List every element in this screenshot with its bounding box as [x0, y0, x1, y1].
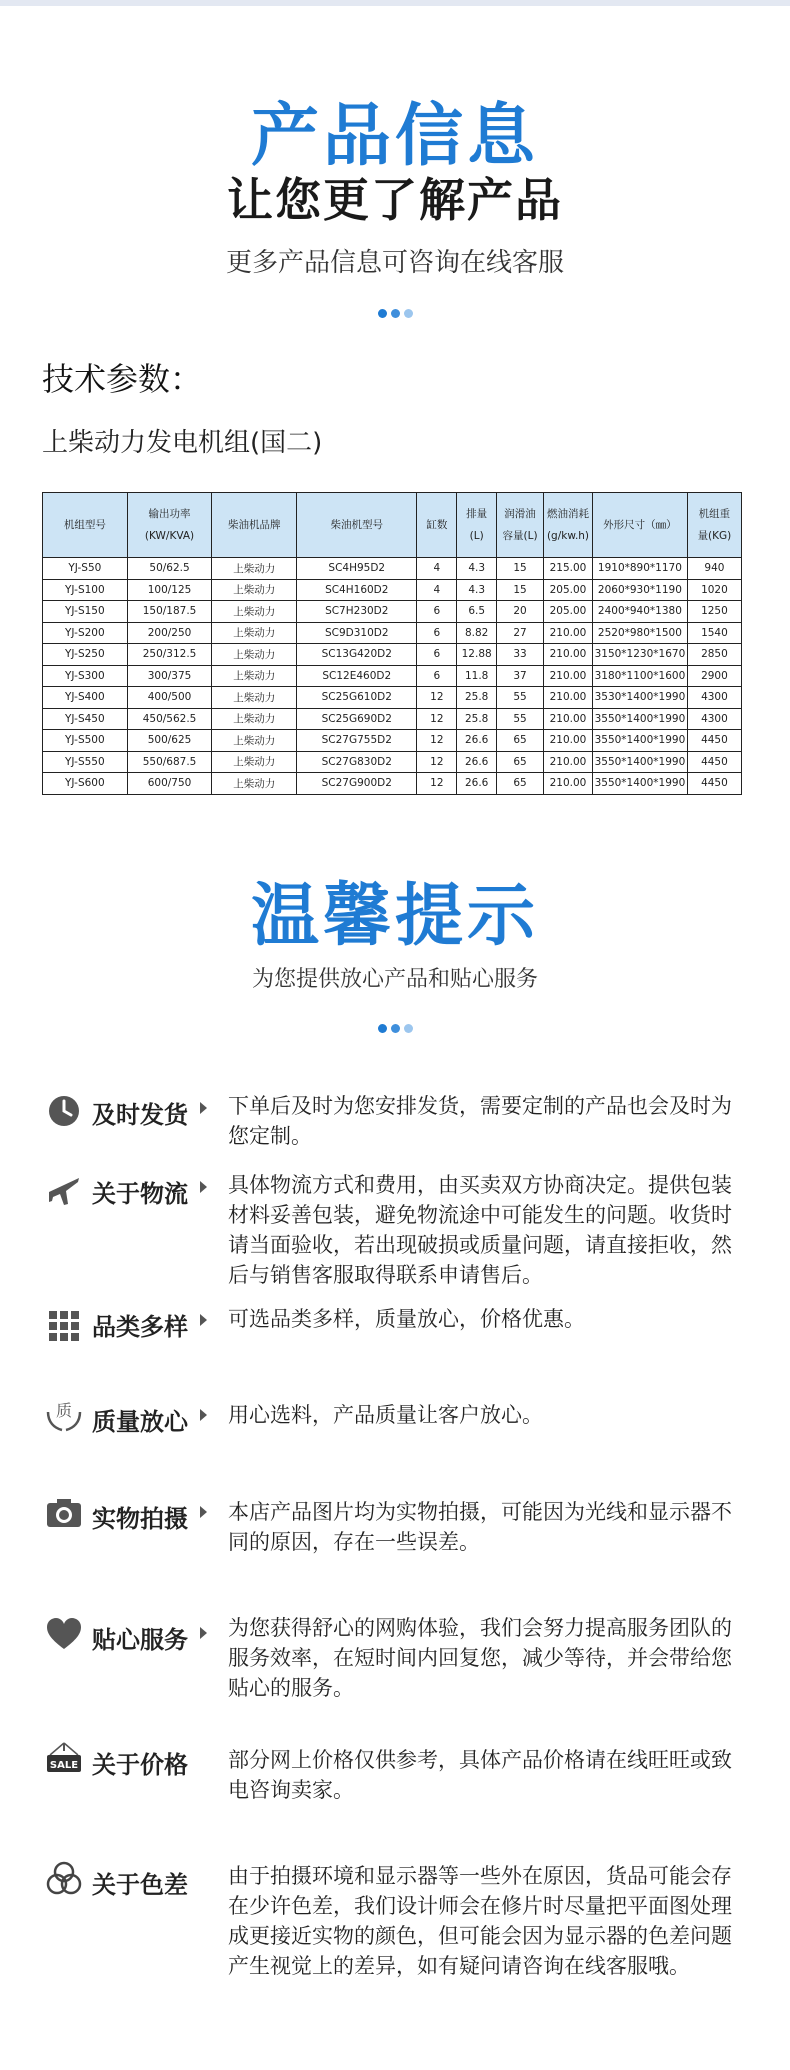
spec-table-body	[43, 558, 742, 795]
quality-hands-icon	[44, 1394, 84, 1434]
column-header: 润滑油 容量(L)	[497, 493, 544, 558]
table-cell: 6	[417, 644, 457, 666]
table-cell: 上柴动力	[212, 622, 297, 644]
tip-label: 关于色差	[92, 1871, 188, 1899]
table-cell: YJ-S550	[43, 751, 128, 773]
table-cell: 26.6	[457, 773, 497, 795]
tips-title: 温馨提示	[250, 877, 539, 956]
table-cell: 上柴动力	[212, 687, 297, 709]
table-cell: 400/500	[127, 687, 212, 709]
table-cell: 3180*1100*1600	[592, 665, 687, 687]
table-row	[43, 665, 742, 687]
table-cell: 2850	[687, 644, 741, 666]
table-cell: 12	[417, 751, 457, 773]
table-cell: 33	[497, 644, 544, 666]
table-cell: 15	[497, 579, 544, 601]
table-cell: 2400*940*1380	[592, 601, 687, 623]
table-cell: 210.00	[544, 751, 593, 773]
table-cell: 300/375	[127, 665, 212, 687]
table-cell: 3530*1400*1990	[592, 687, 687, 709]
table-cell: 210.00	[544, 665, 593, 687]
tip-text: 由于拍摄环境和显示器等一些外在原因，货品可能会存在少许色差，我们设计师会在修片时尽量把平面图处理成更接近实物的颜色，但可能会因为显示器的色差问题产生视觉上的差异，如有疑问请咨询在线客服哦。	[228, 1864, 732, 1978]
table-cell: 210.00	[544, 687, 593, 709]
column-header: 机组型号	[43, 493, 128, 558]
table-cell: 2900	[687, 665, 741, 687]
tip-label: 质量放心	[92, 1408, 188, 1436]
sale-tag-icon	[44, 1739, 84, 1779]
tip-label: 品类多样	[92, 1313, 188, 1341]
column-header: 排量 (L)	[457, 493, 497, 558]
tip-text: 用心选料，产品质量让客户放心。	[228, 1403, 543, 1427]
column-header: 柴油机品牌	[212, 493, 297, 558]
tip-label: 贴心服务	[92, 1626, 188, 1654]
section-divider-dots	[0, 309, 790, 318]
table-row	[43, 558, 742, 580]
spec-table-caption: 上柴动力发电机组(国二)	[42, 428, 323, 458]
table-cell: 上柴动力	[212, 708, 297, 730]
table-row	[43, 687, 742, 709]
camera-icon	[44, 1493, 84, 1533]
table-cell: 11.8	[457, 665, 497, 687]
top-strip	[0, 0, 790, 6]
table-cell: 上柴动力	[212, 579, 297, 601]
table-cell: 200/250	[127, 622, 212, 644]
table-row	[43, 708, 742, 730]
table-cell: SC13G420D2	[297, 644, 417, 666]
table-cell: 1540	[687, 622, 741, 644]
table-row	[43, 751, 742, 773]
table-cell: SC25G690D2	[297, 708, 417, 730]
spec-table	[42, 492, 742, 795]
table-row	[43, 730, 742, 752]
product-info-title: 产品信息	[250, 97, 539, 176]
table-cell: 8.82	[457, 622, 497, 644]
table-cell: SC9D310D2	[297, 622, 417, 644]
chevron-right-icon	[200, 1506, 207, 1518]
tip-label: 关于物流	[92, 1180, 188, 1208]
table-cell: 26.6	[457, 730, 497, 752]
svg-text:SALE: SALE	[49, 1760, 79, 1771]
table-cell: 4.3	[457, 579, 497, 601]
table-cell: 205.00	[544, 601, 593, 623]
table-cell: 上柴动力	[212, 644, 297, 666]
chevron-right-icon	[200, 1409, 207, 1421]
table-cell: 上柴动力	[212, 730, 297, 752]
tips-description: 为您提供放心产品和贴心服务	[251, 967, 538, 992]
table-cell: 100/125	[127, 579, 212, 601]
table-cell: 50/62.5	[127, 558, 212, 580]
clock-icon	[44, 1091, 84, 1131]
table-cell: 上柴动力	[212, 773, 297, 795]
column-header: 缸数	[417, 493, 457, 558]
table-cell: 205.00	[544, 579, 593, 601]
product-info-description: 更多产品信息可咨询在线客服	[225, 248, 564, 278]
table-cell: 250/312.5	[127, 644, 212, 666]
table-cell: 26.6	[457, 751, 497, 773]
table-row	[43, 644, 742, 666]
table-cell: YJ-S400	[43, 687, 128, 709]
table-cell: 6	[417, 601, 457, 623]
table-cell: 65	[497, 751, 544, 773]
table-cell: 4450	[687, 730, 741, 752]
table-cell: 12	[417, 730, 457, 752]
table-cell: 215.00	[544, 558, 593, 580]
table-cell: SC4H160D2	[297, 579, 417, 601]
table-cell: 55	[497, 687, 544, 709]
table-cell: 940	[687, 558, 741, 580]
table-cell: 3550*1400*1990	[592, 730, 687, 752]
table-cell: 12	[417, 687, 457, 709]
tip-text: 具体物流方式和费用，由买卖双方协商决定。提供包装材料妥善包装，避免物流途中可能发生的问题。收货时请当面验收，若出现破损或质量问题，请直接拒收，然后与销售客服取得联系申请售后。	[228, 1173, 732, 1287]
tech-params-heading: 技术参数：	[42, 360, 203, 398]
tip-text: 部分网上价格仅供参考，具体产品价格请在线旺旺或致电咨询卖家。	[228, 1748, 732, 1802]
table-cell: 210.00	[544, 622, 593, 644]
table-cell: 25.8	[457, 708, 497, 730]
table-cell: 12	[417, 708, 457, 730]
tip-text: 可选品类多样，质量放心，价格优惠。	[228, 1307, 585, 1331]
grid-icon	[44, 1305, 84, 1345]
table-cell: SC7H230D2	[297, 601, 417, 623]
airplane-icon	[44, 1170, 84, 1210]
table-row	[43, 601, 742, 623]
table-cell: 550/687.5	[127, 751, 212, 773]
table-cell: 4300	[687, 708, 741, 730]
table-cell: 15	[497, 558, 544, 580]
table-cell: SC4H95D2	[297, 558, 417, 580]
table-cell: YJ-S300	[43, 665, 128, 687]
table-cell: 4	[417, 558, 457, 580]
table-cell: 6	[417, 665, 457, 687]
table-cell: SC12E460D2	[297, 665, 417, 687]
table-cell: 210.00	[544, 730, 593, 752]
table-cell: 65	[497, 730, 544, 752]
column-header: 燃油消耗 (g/kw.h)	[544, 493, 593, 558]
table-row	[43, 622, 742, 644]
table-cell: 65	[497, 773, 544, 795]
table-cell: SC27G900D2	[297, 773, 417, 795]
product-info-subtitle: 让您更了解产品	[227, 173, 563, 227]
table-cell: 4450	[687, 773, 741, 795]
table-cell: 1910*890*1170	[592, 558, 687, 580]
table-cell: 12.88	[457, 644, 497, 666]
table-cell: 1020	[687, 579, 741, 601]
table-cell: 37	[497, 665, 544, 687]
table-cell: 6.5	[457, 601, 497, 623]
table-cell: 450/562.5	[127, 708, 212, 730]
table-row	[43, 773, 742, 795]
table-cell: 27	[497, 622, 544, 644]
table-cell: 12	[417, 773, 457, 795]
column-header: 输出功率 (KW/KVA)	[127, 493, 212, 558]
tip-text: 本店产品图片均为实物拍摄，可能因为光线和显示器不同的原因，存在一些误差。	[228, 1500, 732, 1554]
table-cell: YJ-S600	[43, 773, 128, 795]
table-cell: 210.00	[544, 773, 593, 795]
table-cell: 600/750	[127, 773, 212, 795]
table-cell: 上柴动力	[212, 665, 297, 687]
table-cell: SC27G830D2	[297, 751, 417, 773]
table-cell: 2060*930*1190	[592, 579, 687, 601]
chevron-right-icon	[200, 1102, 207, 1114]
column-header: 机组重 量(KG)	[687, 493, 741, 558]
table-cell: YJ-S250	[43, 644, 128, 666]
table-cell: 上柴动力	[212, 601, 297, 623]
table-cell: 4	[417, 579, 457, 601]
table-cell: 20	[497, 601, 544, 623]
tip-label: 实物拍摄	[92, 1505, 188, 1533]
chevron-right-icon	[200, 1181, 207, 1193]
column-header: 柴油机型号	[297, 493, 417, 558]
column-header: 外形尺寸（㎜）	[592, 493, 687, 558]
table-cell: 4300	[687, 687, 741, 709]
tips-divider-dots	[0, 1024, 790, 1033]
table-cell: 1250	[687, 601, 741, 623]
chevron-right-icon	[200, 1314, 207, 1326]
tip-label: 及时发货	[92, 1101, 188, 1129]
table-cell: 3550*1400*1990	[592, 751, 687, 773]
table-cell: 210.00	[544, 708, 593, 730]
table-cell: 500/625	[127, 730, 212, 752]
spec-table-header	[43, 493, 742, 558]
table-cell: YJ-S500	[43, 730, 128, 752]
table-cell: YJ-S150	[43, 601, 128, 623]
table-cell: YJ-S450	[43, 708, 128, 730]
table-cell: 3150*1230*1670	[592, 644, 687, 666]
svg-text:质: 质	[55, 1401, 73, 1420]
table-cell: 4450	[687, 751, 741, 773]
table-cell: SC27G755D2	[297, 730, 417, 752]
table-cell: YJ-S200	[43, 622, 128, 644]
tip-text: 下单后及时为您安排发货，需要定制的产品也会及时为您定制。	[228, 1094, 732, 1148]
table-cell: SC25G610D2	[297, 687, 417, 709]
table-cell: 150/187.5	[127, 601, 212, 623]
color-circles-icon	[44, 1859, 84, 1899]
table-cell: 4.3	[457, 558, 497, 580]
tip-text: 为您获得舒心的网购体验，我们会努力提高服务团队的服务效率，在短时间内回复您，减少等待，并会带给您贴心的服务。	[228, 1616, 732, 1700]
table-row	[43, 579, 742, 601]
table-cell: 25.8	[457, 687, 497, 709]
table-cell: YJ-S100	[43, 579, 128, 601]
table-cell: 6	[417, 622, 457, 644]
heart-icon	[44, 1614, 84, 1654]
table-cell: 2520*980*1500	[592, 622, 687, 644]
tip-label: 关于价格	[92, 1751, 188, 1779]
chevron-right-icon	[200, 1627, 207, 1639]
table-cell: 3550*1400*1990	[592, 708, 687, 730]
table-cell: 3550*1400*1990	[592, 773, 687, 795]
table-cell: 55	[497, 708, 544, 730]
table-cell: 上柴动力	[212, 558, 297, 580]
table-cell: 上柴动力	[212, 751, 297, 773]
table-cell: 210.00	[544, 644, 593, 666]
table-cell: YJ-S50	[43, 558, 128, 580]
